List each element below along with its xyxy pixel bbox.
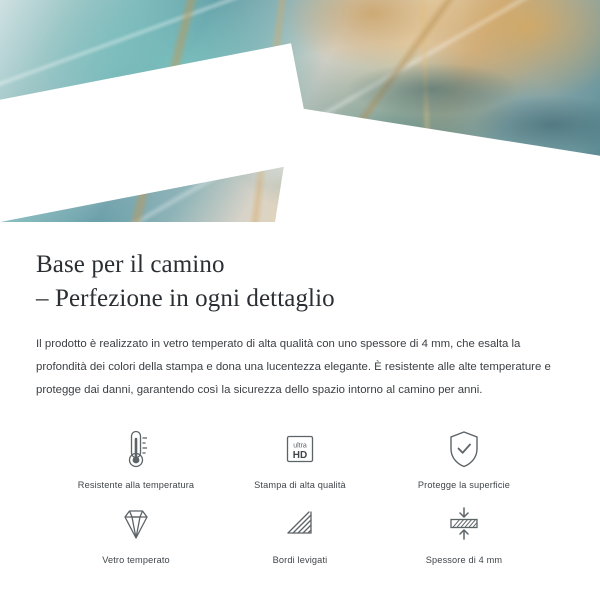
- thermometer-icon: [116, 427, 156, 471]
- hero-image: [0, 0, 600, 222]
- thickness-icon: [442, 502, 486, 546]
- polished-edges-icon: [278, 502, 322, 546]
- feature-label: Protegge la superficie: [417, 480, 511, 491]
- feature-item-temperature: [54, 427, 218, 490]
- ultra-hd-icon: [280, 427, 320, 471]
- page-title-line-1: Base per il camino: [36, 251, 225, 278]
- feature-item-tempered-glass: [54, 502, 218, 565]
- svg-text:HD: HD: [292, 450, 308, 462]
- page-title: [36, 248, 564, 315]
- description-paragraph: Il prodotto è realizzato in vetro temperato di alta qualità con uno spessore di 4 mm, che esalta la profondità dei colori della stampa e dona una lucentezza elegante. È resistente alle alte temperature e protegge dai danni, garantendo così la sicurezza dello spazio intorno al camino per anni.: [36, 338, 551, 396]
- feature-item-polished-edges: [218, 502, 382, 565]
- svg-text:ultra: ultra: [293, 442, 307, 450]
- feature-label: Vetro temperato: [102, 555, 170, 566]
- feature-item-print-quality: [218, 427, 382, 490]
- feature-label: Resistente alla temperatura: [77, 480, 195, 491]
- shield-check-icon: [444, 427, 484, 471]
- feature-label: Stampa di alta qualità: [254, 480, 346, 491]
- feature-item-surface-protection: [382, 427, 546, 490]
- feature-item-thickness: [382, 502, 546, 565]
- page-title-line-2: – Perfezione in ogni dettaglio: [36, 284, 335, 312]
- content-block: [0, 222, 600, 565]
- feature-grid: [36, 427, 564, 565]
- description-text: [36, 333, 564, 401]
- diamond-icon: [114, 502, 158, 546]
- feature-label: Spessore di 4 mm: [425, 555, 503, 566]
- feature-label: Bordi levigati: [272, 555, 328, 566]
